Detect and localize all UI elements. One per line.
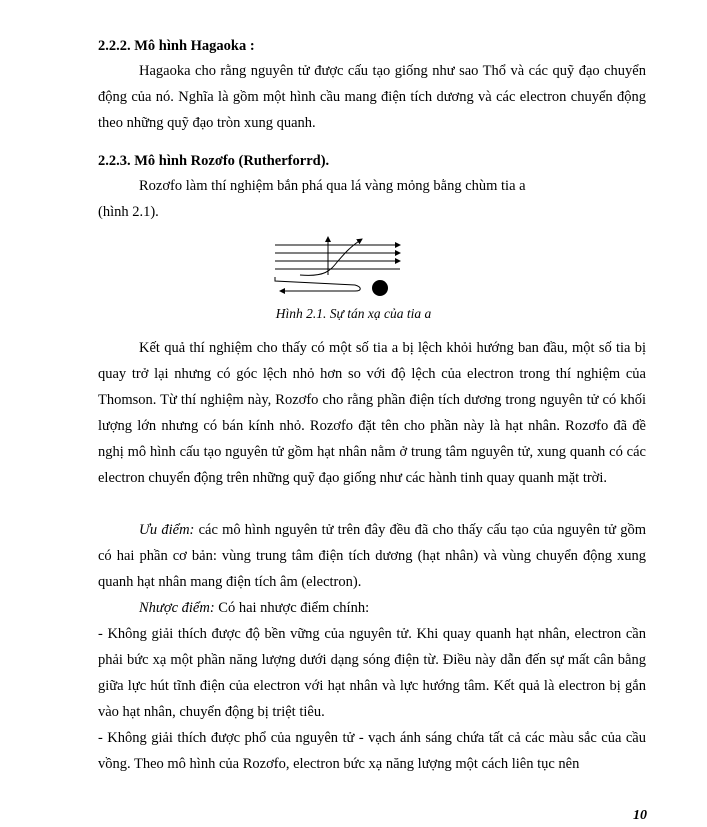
paragraph-hagaoka: Hagaoka cho rằng nguyên tử được cấu tạo giống như sao Thổ và các quỹ đạo chuyển động của nó. Nghĩa là gồm một hình cầu mang điện tích dương và các electron chuyển động theo những quỹ đạo tròn xung quanh.	[98, 63, 646, 131]
nucleus-dot	[372, 280, 388, 296]
alpha-scattering-figure	[270, 231, 410, 301]
paragraph-disadvantages	[98, 595, 646, 621]
disadvantage-text: Có hai nhược điểm chính:	[214, 600, 370, 616]
advantage-label: Ưu điểm:	[139, 522, 195, 538]
advantage-text: các mô hình nguyên tử trên đây đều đã cho thấy cấu tạo của nguyên tử gồm có hai phần cơ bản: vùng trung tâm điện tích dương (hạt nhân) và vùng chuyển động xung quanh hạt nhân mang điện tích âm (electron).	[98, 522, 647, 590]
deflected-ray-curve	[300, 239, 362, 275]
paragraph-results: Kết quả thí nghiệm cho thấy có một số tia a bị lệch khỏi hướng ban đầu, một số tia bị quay trở lại nhưng có góc lệch nhỏ hơn so với độ lệch của electron trong thí nghiệm của Thomson. Từ thí nghiệm này, Rozơfo cho rằng phần điện tích dương trong nguyên tử có khối lượng lớn nhưng có bán kính nhỏ. Rozơfo đặt tên cho phần này là hạt nhân. Rozơfo đã đề nghị mô hình cấu tạo nguyên tử gồm hạt nhân nằm ở trung tâm nguyên tử, xung quanh có các electron chuyển động trên những quỹ đạo giống như các hành tinh quay quanh mặt trời.	[98, 340, 646, 486]
paragraph-experiment-line1: Rozơfo làm thí nghiệm bắn phá qua lá vàng mỏng bằng chùm tia a	[139, 178, 526, 194]
figure-caption: Hình 2.1. Sự tán xạ của tia a	[275, 306, 432, 321]
paragraph-advantages	[98, 517, 646, 595]
section-heading-rozofo: 2.2.3. Mô hình Rozơfo (Rutherforrd).	[98, 153, 330, 169]
bullet-spectrum: - Không giải thích được phổ của nguyên tử - vạch ánh sáng chứa tất cả các màu sắc của cầu vồng. Theo mô hình của Rozơfo, electron bức xạ năng lượng một cách liên tục nên	[98, 730, 646, 772]
backscattered-ray	[275, 277, 360, 291]
paragraph-experiment-line2: (hình 2.1).	[98, 204, 159, 220]
section-heading-hagaoka: 2.2.2. Mô hình Hagaoka :	[98, 38, 255, 54]
bullet-stability: - Không giải thích được độ bền vững của nguyên tử. Khi quay quanh hạt nhân, electron cần phải bức xạ một phần năng lượng dưới dạng sóng điện từ. Điều này dẫn đến sự mất cân bằng giữa lực hút tĩnh điện của electron với hạt nhân và lực hướng tâm. Kết quả là electron bị gắn vào hạt nhân, chuyển động bị triệt tiêu.	[98, 626, 646, 720]
disadvantage-label: Nhược điểm:	[139, 600, 215, 616]
page-number: 10	[633, 808, 647, 823]
